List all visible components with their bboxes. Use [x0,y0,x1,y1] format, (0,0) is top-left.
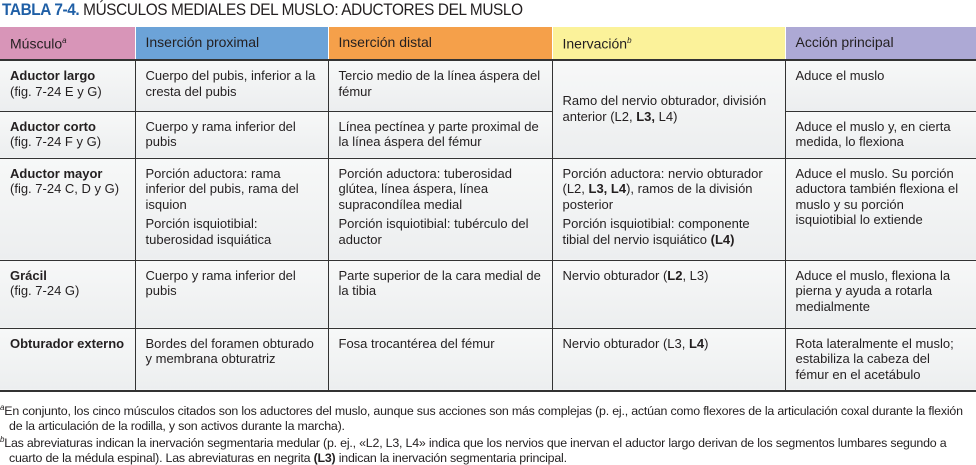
distal-cell [328,60,552,111]
cell-paragraph [563,268,775,284]
footnote-mark: b [627,36,632,46]
cell-text: Cuerpo del pubis, inferior a la cresta del pubis [145,68,316,99]
accion-cell [785,158,976,260]
cell-paragraph [339,268,542,299]
cell-paragraph [796,166,967,228]
table-row [0,111,976,158]
figure-reference: (fig. 7-24 F y G) [10,134,102,149]
cell-text: Cuerpo y rama inferior del pubis [145,267,296,298]
cell-text: Porción aductora: tuberosidad glútea, línea áspera, línea supracondílea medial [338,165,512,212]
header-row [0,27,976,60]
header-accion [785,27,976,60]
cell-text: Nervio obturador (L3, [562,335,689,351]
footnote-text: indican la inervación segmentaria principal. [335,450,567,465]
cell-text: Aduce el muslo y, en cierta medida, lo flexiona [795,118,951,149]
cell-text: Porción isquiotibial: componente tibial del nervio isquiático [562,216,750,247]
segment-code: L2 [667,267,683,283]
cell-paragraph [146,268,318,299]
cell-text: L4) [655,108,678,124]
segment-code: (L3) [313,450,336,465]
cell-paragraph [339,119,542,150]
footnote-a [0,401,976,433]
accion-cell [785,328,976,391]
muscle-name: Aductor largo [10,68,96,83]
muscle-cell [0,260,135,328]
inervacion-cell [552,60,785,158]
cell-paragraph [146,119,318,150]
cell-paragraph [563,216,775,247]
cell-paragraph [796,119,967,150]
header-proximal [135,27,328,60]
proximal-cell [135,60,328,111]
cell-paragraph [563,336,775,352]
figure-reference: (fig. 7-24 C, D y G) [10,181,120,196]
cell-text: Línea pectínea y parte proximal de la línea áspera del fémur [338,118,539,149]
inervacion-cell [552,328,785,391]
cell-paragraph [339,68,542,99]
table-row [0,328,976,391]
cell-text: ) [704,335,709,351]
footnote-text: Las abreviaturas indican la inervación segmentaria medular (p. ej., «L2, L3, L4» indica que los nervios que inervan el aductor largo derivan de los segmentos lumbares segundo a cuarto de la médula espinal). Las abreviaturas en negrita [4,436,947,465]
table-row [0,60,976,111]
header-label: Inserción distal [338,34,432,51]
header-inervacion [552,27,785,60]
proximal-cell [135,111,328,158]
muscle-cell [0,158,135,260]
footnote-b [0,433,976,465]
footnote-mark: a [62,36,67,46]
cell-text: Tercio medio de la línea áspera del fémur [338,68,541,99]
distal-cell [328,111,552,158]
muscle-name: Aductor mayor [10,165,103,181]
cell-paragraph [796,268,967,315]
cell-text: Aduce el muslo. Su porción aductora también flexiona el muslo y su porción isquiotibial lo extiende [795,165,959,227]
segment-code: L3, L4 [588,181,627,196]
inervacion-cell [552,260,785,328]
cell-text: ), ramos de la división posterior [562,181,753,212]
adductor-muscles-table [0,27,976,392]
cell-paragraph [563,93,775,124]
footnote-mark: b [0,435,5,445]
cell-paragraph [146,216,318,247]
muscle-cell [0,111,135,158]
muscle-name: Grácil [10,267,47,283]
muscle-name: Aductor corto [10,118,96,134]
cell-text: Nervio obturador ( [562,267,668,283]
cell-text: Porción isquiotibial: tuberosidad isquiática [145,216,272,247]
muscle-name: Obturador externo [10,335,125,351]
cell-paragraph [146,68,318,99]
footnotes [0,401,976,465]
segment-code: L3, [636,108,655,124]
figure-reference: (fig. 7-24 G) [10,283,80,298]
table-row [0,260,976,328]
proximal-cell [135,158,328,260]
distal-cell [328,328,552,391]
proximal-cell [135,328,328,391]
table-number: TABLA 7-4. [2,1,80,19]
cell-text: Porción aductora: rama inferior del pubis, rama del isquion [145,165,299,212]
cell-paragraph [146,166,318,213]
cell-paragraph [339,336,542,352]
distal-cell [328,260,552,328]
muscle-cell [0,328,135,391]
cell-text: Aduce el muslo, flexiona la pierna y ayuda a rotarla medialmente [795,267,951,314]
footnote-mark: a [0,403,5,412]
cell-paragraph [146,336,318,367]
header-label: Inserción proximal [145,34,260,51]
header-distal [328,27,552,60]
distal-cell [328,158,552,260]
figure-reference: (fig. 7-24 E y G) [10,83,102,99]
cell-text: Porción isquiotibial: tubérculo del aductor [338,216,529,247]
header-label: Acción principal [795,34,894,51]
table-title [2,1,523,20]
cell-paragraph [339,166,542,213]
cell-paragraph [796,68,967,84]
cell-text: Ramo del nervio obturador, división anterior (L2, [562,93,767,124]
header-label: Inervación [562,36,628,53]
cell-text: Cuerpo y rama inferior del pubis [145,118,296,149]
cell-text: Aduce el muslo [795,68,885,83]
segment-code: (L4) [710,231,735,247]
cell-text: , L3) [682,267,709,283]
footnote-text: En conjunto, los cinco músculos citados son los aductores del muslo, aunque sus acciones son más complejas (p. ej., actúan como flexores de la articulación coxal durante la flexión de la articulación de la rodilla, y son activos durante la marcha). [4,404,963,433]
header-musculo [0,27,135,60]
cell-paragraph [796,336,967,383]
header-label: Músculo [10,36,63,53]
cell-text: Porción aductora: nervio obturador (L2, [562,165,763,196]
accion-cell [785,111,976,158]
cell-paragraph [339,216,542,247]
table-title-text: MÚSCULOS MEDIALES DEL MUSLO: ADUCTORES DEL MUSLO [83,1,523,19]
cell-text: Fosa trocantérea del fémur [338,335,495,351]
segment-code: L4 [688,335,705,351]
cell-text: Rota lateralmente el muslo; estabiliza la cabeza del fémur en el acetábulo [795,335,954,382]
proximal-cell [135,260,328,328]
accion-cell [785,60,976,111]
inervacion-cell [552,158,785,260]
accion-cell [785,260,976,328]
cell-text: Bordes del foramen obturado y membrana obturatriz [145,335,314,366]
cell-paragraph [563,166,775,213]
cell-text: Parte superior de la cara medial de la tibia [338,267,541,298]
muscle-cell [0,60,135,111]
table-row [0,158,976,260]
